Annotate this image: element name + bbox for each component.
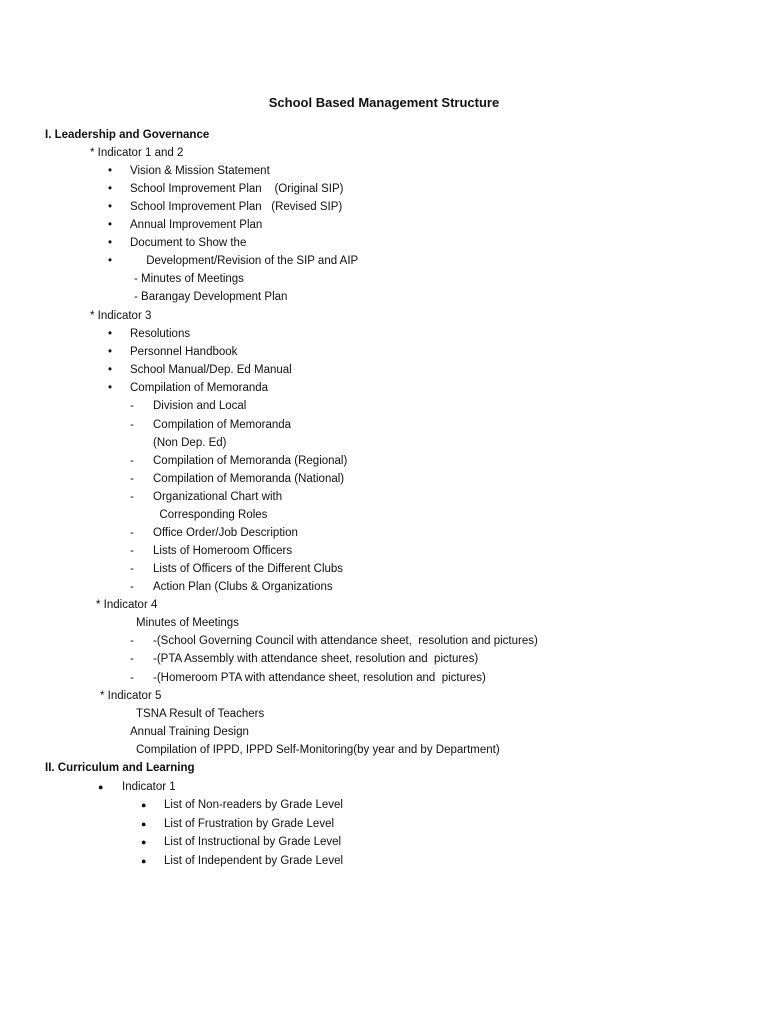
plain-item: Compilation of IPPD, IPPD Self-Monitoring(by year and by Department): [136, 744, 500, 756]
dash-marker: -: [130, 563, 134, 575]
list-item: School Manual/Dep. Ed Manual: [130, 364, 292, 376]
dash-marker: -: [130, 455, 134, 467]
dash-item: Compilation of Memoranda (National): [153, 473, 345, 485]
list-item: Resolutions: [130, 328, 191, 340]
dash-item: Compilation of Memoranda (Regional): [153, 455, 348, 467]
bullet-marker: •: [108, 255, 113, 267]
dot-marker: ●: [141, 800, 147, 810]
dash-marker: -: [130, 473, 134, 485]
dash-marker: -: [130, 419, 134, 431]
bullet-marker: •: [108, 328, 113, 340]
list-item: Personnel Handbook: [130, 346, 238, 358]
dash-item: Office Order/Job Description: [153, 527, 298, 539]
sub-item: - Minutes of Meetings: [134, 273, 244, 285]
dash-marker: -: [130, 400, 134, 412]
list-item: Annual Improvement Plan: [130, 219, 263, 231]
dash-item-continued: (Non Dep. Ed): [153, 437, 227, 449]
dash-marker: -: [130, 672, 134, 684]
dot-marker: ●: [141, 837, 147, 847]
indicator-lead: Minutes of Meetings: [136, 617, 239, 629]
dash-marker: -: [130, 653, 134, 665]
indicator-heading: * Indicator 3: [90, 310, 152, 322]
dot-marker: ●: [141, 819, 147, 829]
indicator-heading: * Indicator 1 and 2: [90, 147, 184, 159]
list-item: School Improvement Plan (Original SIP): [130, 183, 344, 195]
dash-item-continued: Corresponding Roles: [153, 509, 268, 521]
dash-marker: -: [130, 581, 134, 593]
list-item: Development/Revision of the SIP and AIP: [143, 255, 359, 267]
dot-marker: ●: [98, 782, 104, 792]
dash-item: Lists of Homeroom Officers: [153, 545, 293, 557]
plain-item: Annual Training Design: [130, 726, 249, 738]
bullet-marker: •: [108, 183, 113, 195]
bullet-marker: •: [108, 201, 113, 213]
bullet-marker: •: [108, 219, 113, 231]
dash-marker: -: [130, 527, 134, 539]
sub-item: - Barangay Development Plan: [134, 291, 288, 303]
section-heading: II. Curriculum and Learning: [45, 762, 195, 774]
dash-item: Lists of Officers of the Different Clubs: [153, 563, 344, 575]
dot-marker: ●: [141, 856, 147, 866]
indicator-heading: * Indicator 4: [96, 599, 158, 611]
bullet-marker: •: [108, 382, 113, 394]
dash-item: -(Homeroom PTA with attendance sheet, resolution and pictures): [153, 672, 486, 684]
dash-item: Division and Local: [153, 400, 247, 412]
list-item: Document to Show the: [130, 237, 247, 249]
page-title: School Based Management Structure: [268, 95, 500, 110]
list-item: List of Non-readers by Grade Level: [164, 799, 343, 811]
bullet-marker: •: [108, 165, 113, 177]
list-item: List of Frustration by Grade Level: [164, 818, 335, 830]
dash-item: -(School Governing Council with attendance sheet, resolution and pictures): [153, 635, 538, 647]
dash-marker: -: [130, 491, 134, 503]
list-item: Vision & Mission Statement: [130, 165, 270, 177]
dash-item: Action Plan (Clubs & Organizations: [153, 581, 333, 593]
list-item: Compilation of Memoranda: [130, 382, 269, 394]
section-heading: I. Leadership and Governance: [45, 129, 210, 141]
dash-marker: -: [130, 635, 134, 647]
list-item: School Improvement Plan (Revised SIP): [130, 201, 343, 213]
bullet-marker: •: [108, 237, 113, 249]
dash-marker: -: [130, 545, 134, 557]
dash-item: Organizational Chart with: [153, 491, 283, 503]
bullet-marker: •: [108, 364, 113, 376]
list-item: List of Instructional by Grade Level: [164, 836, 342, 848]
bullet-marker: •: [108, 346, 113, 358]
list-item: List of Independent by Grade Level: [164, 855, 344, 867]
indicator-heading: Indicator 1: [122, 781, 176, 793]
plain-item: TSNA Result of Teachers: [136, 708, 265, 720]
indicator-heading: * Indicator 5: [100, 690, 162, 702]
dash-item: Compilation of Memoranda: [153, 419, 292, 431]
dash-item: -(PTA Assembly with attendance sheet, resolution and pictures): [153, 653, 479, 665]
